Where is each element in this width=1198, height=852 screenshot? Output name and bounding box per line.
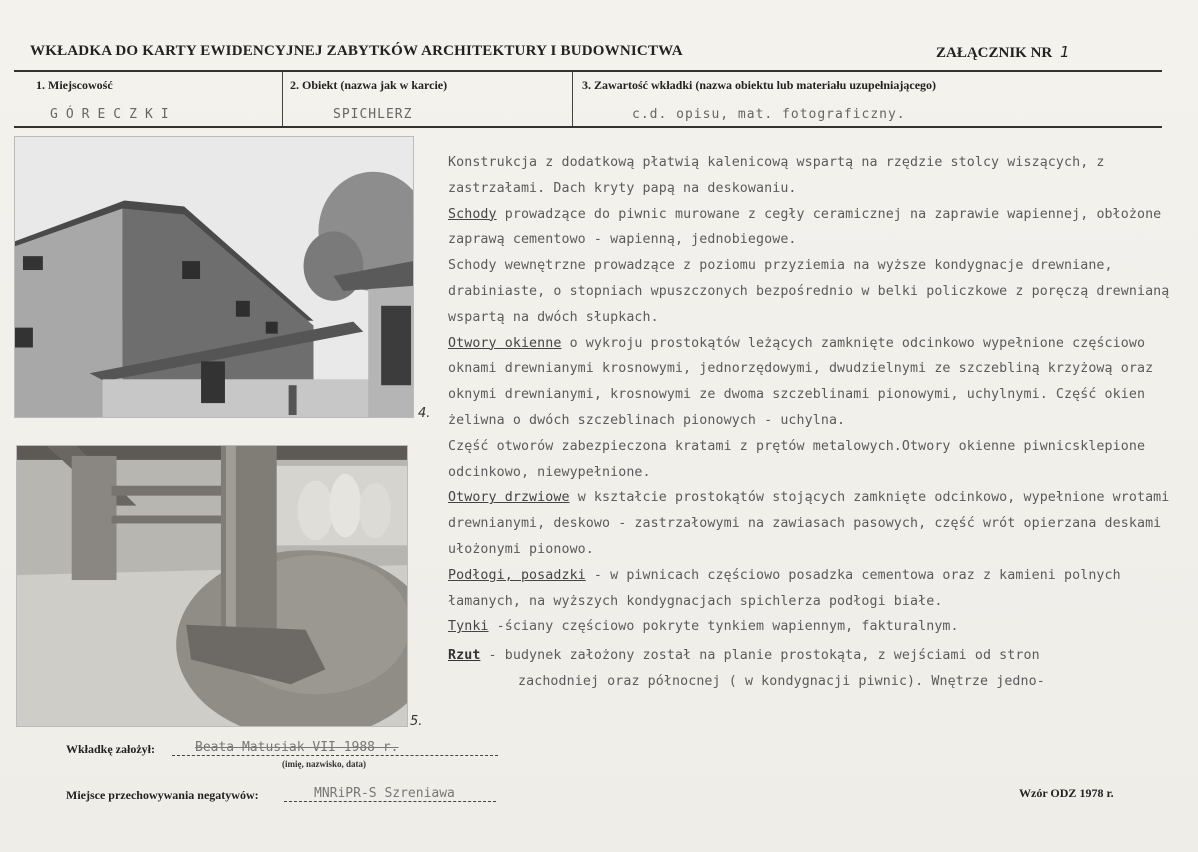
paragraph-windows (448, 331, 1180, 434)
negatives-line (284, 801, 496, 802)
card-title: WKŁADKA DO KARTY EWIDENCYJNEJ ZABYTKÓW ARCHITEKTURY I BUDOWNICTWA (30, 43, 683, 59)
plan-heading: Rzut (448, 648, 481, 664)
stairs-heading: Schody (448, 206, 497, 222)
paragraph-grilles: Część otworów zabezpieczona kratami z prętów metalowych.Otwory okienne piwnicsklepione odcinkowo, niewypełnione. (448, 438, 1146, 480)
header-rule-bottom (14, 126, 1162, 128)
photo2-number: 5. (410, 714, 423, 729)
author-label: Wkładkę założył: (66, 742, 155, 756)
photo1-number: 4. (418, 406, 431, 421)
floors-heading: Podłogi, posadzki (448, 567, 586, 583)
author-sub-label: (imię, nazwisko, data) (282, 759, 366, 769)
field-divider-2 (572, 72, 573, 126)
paragraph-plan-continued: zachodniej oraz północnej ( w kondygnacji piwnic). Wnętrze jedno- (518, 673, 1045, 689)
negatives-value: MNRiPR-S Szreniawa (314, 786, 455, 801)
locality-value: GÓRECZKI (50, 107, 177, 122)
description-text (448, 150, 1180, 695)
plaster-body: -ściany częściowo pokryte tynkiem wapiennym, fakturalnym. (488, 619, 959, 635)
annex-number-value: 1 (1060, 43, 1070, 61)
paragraph-doors (448, 485, 1180, 562)
field-divider-1 (282, 72, 283, 126)
paragraph-construction: Konstrukcja z dodatkową płatwią kalenicową wspartą na rzędzie stolcy wiszących, z zastrzałami. Dach kryty papą na deskowaniu. (448, 155, 1105, 196)
windows-heading: Otwory okienne (448, 335, 562, 351)
plaster-heading: Tynki (448, 619, 489, 635)
paragraph-plaster (448, 614, 1180, 640)
floors-body: - w piwnicach częściowo posadzka cementowa oraz z kamieni polnych łamanych, na wyższych kondygnacjach spichlerza podłogi białe. (448, 567, 1121, 609)
contents-label: 3. Zawartość wkładki (nazwa obiektu lub materiału uzupełniającego) (582, 78, 937, 92)
paragraph-inner-stairs: Schody wewnętrzne prowadzące z poziomu przyziemia na wyższe kondygnacje drewniane, drabiniaste, o stopniach wpuszczonych bezpośrednio w belki policzkowe z poręczą drewnianą wspartą na dwóch słupkach. (448, 258, 1170, 325)
windows-body: o wykroju prostokątów leżących zamknięte odcinkowo wypełnione częściowo oknami drewnianymi krosnowymi, jednorzędowymi, dwudzielnymi ze szczebliną krzyżową oraz oknymi drewnianymi, krosnowymi ze dwoma szczeblinami pionowymi, uchylnymi. Część okien żeliwna o dwóch szczeblinach pionowych - uchylna. (448, 335, 1154, 428)
negatives-label: Miejsce przechowywania negatywów: (66, 788, 259, 802)
paragraph-plan (448, 643, 1180, 669)
contents-value: c.d. opisu, mat. fotograficzny. (632, 107, 906, 122)
doors-heading: Otwory drzwiowe (448, 490, 570, 506)
author-line (172, 755, 498, 756)
paragraph-stairs (448, 202, 1180, 254)
annex-number (936, 43, 1070, 62)
granary-interior-photo (16, 445, 408, 727)
locality-label: 1. Miejscowość (36, 78, 113, 92)
paragraph-floors (448, 563, 1180, 615)
doors-body: w kształcie prostokątów stojących zamknięte odcinkowo, wypełnione wrotami drewnianymi, deskowo - zastrzałowymi na zawiasach pasowych, część wrót opierzana deskami ułożonymi pionowo. (448, 490, 1170, 557)
object-label: 2. Obiekt (nazwa jak w karcie) (290, 78, 448, 92)
annex-label: ZAŁĄCZNIK NR (936, 45, 1053, 61)
header-rule-top (14, 70, 1162, 72)
plan-body: - budynek założony został na planie prostokąta, z wejściami od stron (480, 648, 1040, 664)
form-pattern-label: Wzór ODZ 1978 r. (1019, 786, 1114, 800)
stairs-body: prowadzące do piwnic murowane z cegły ceramicznej na zaprawie wapiennej, obłożone zaprawą cementowo - wapienną, jednobiegowe. (448, 206, 1162, 248)
granary-exterior-photo (14, 136, 414, 418)
author-value: Beata Matusiak VII 1988 r. (195, 740, 399, 755)
object-value: SPICHLERZ (333, 107, 413, 122)
